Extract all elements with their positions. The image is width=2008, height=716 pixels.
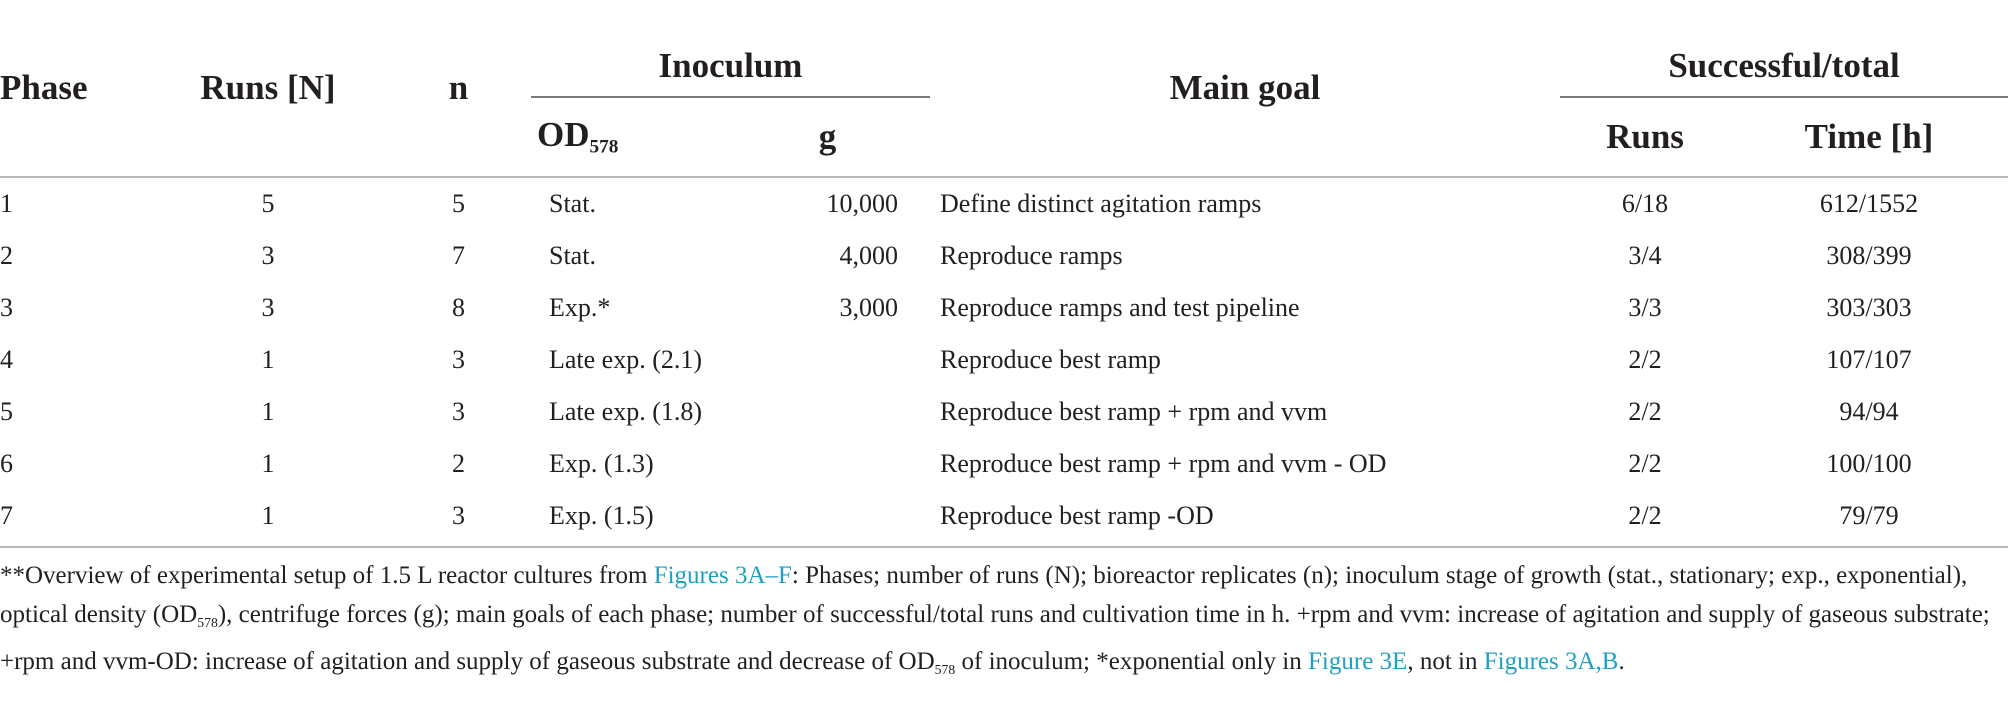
cell-g xyxy=(725,334,930,386)
cell-phase: 6 xyxy=(0,449,13,478)
cell-goal: Reproduce ramps and test pipeline xyxy=(940,293,1300,322)
cell-runs: 2/2 xyxy=(1628,397,1662,426)
header-n: n xyxy=(448,68,469,107)
cell-runs: 2/2 xyxy=(1628,501,1662,530)
cell-runs-n: 3 xyxy=(261,293,275,322)
header-od578 xyxy=(531,97,725,176)
cell-od: Stat. xyxy=(549,189,596,218)
cell-od: Late exp. (2.1) xyxy=(549,345,703,374)
footnote-text-3: ), centrifuge forces (g); main goals of each phase; number of successful/total runs and cultivation time in h. +rpm and vvm: increase of agitation and supply of gaseous substrate; +rpm and vvm-OD: increase of agitation and supply of gaseous substrate and decrease of OD xyxy=(0,601,1990,675)
table-row xyxy=(0,177,2008,230)
cell-runs: 2/2 xyxy=(1628,449,1662,478)
cell-g: 3,000 xyxy=(839,293,898,322)
footnote-text-1: **Overview of experimental setup of 1.5 L reactor cultures from xyxy=(0,562,654,589)
cell-goal: Reproduce best ramp xyxy=(940,345,1161,374)
header-g: g xyxy=(818,117,837,156)
cell-time: 94/94 xyxy=(1839,397,1899,426)
cell-g xyxy=(725,438,930,490)
footnote-sub-1: 578 xyxy=(197,614,218,630)
table-row xyxy=(0,334,2008,386)
header-main-goal: Main goal xyxy=(1169,68,1321,107)
header-runs: Runs xyxy=(1606,117,1684,156)
footnote-text-6: . xyxy=(1618,647,1625,675)
cell-goal: Define distinct agitation ramps xyxy=(940,189,1262,218)
cell-phase: 4 xyxy=(0,345,13,374)
cell-od: Exp. (1.3) xyxy=(549,449,654,478)
table-footnote xyxy=(0,556,2000,689)
figure-link-3ab[interactable]: Figures 3A,B xyxy=(1483,647,1619,675)
cell-runs: 3/4 xyxy=(1628,241,1662,270)
cell-runs: 6/18 xyxy=(1621,189,1669,218)
cell-phase: 7 xyxy=(0,501,13,530)
header-time: Time [h] xyxy=(1804,117,1934,156)
footnote-text-2: : Phases; number of runs (N); bioreactor replicates (n); inoculum stage of growth (stat., stationary; exp., exponential), optical density (OD xyxy=(0,562,1968,628)
cell-time: 612/1552 xyxy=(1819,189,1919,218)
table-bottom-rule xyxy=(0,546,2008,548)
cell-goal: Reproduce best ramp -OD xyxy=(940,501,1214,530)
cell-time: 107/107 xyxy=(1826,345,1912,374)
header-successful-total: Successful/total xyxy=(1560,0,2008,97)
cell-phase: 2 xyxy=(0,241,13,270)
cell-goal: Reproduce ramps xyxy=(940,241,1123,270)
cell-runs-n: 1 xyxy=(261,345,275,374)
cell-g: 4,000 xyxy=(839,241,898,270)
cell-phase: 5 xyxy=(0,397,13,426)
cell-n: 3 xyxy=(452,397,465,426)
table-row xyxy=(0,282,2008,334)
header-od-base: OD xyxy=(537,115,590,155)
header-od-sub: 578 xyxy=(589,136,619,158)
cell-n: 3 xyxy=(452,345,465,374)
cell-runs-n: 1 xyxy=(261,449,275,478)
cell-n: 2 xyxy=(452,449,465,478)
cell-phase: 3 xyxy=(0,293,13,322)
cell-n: 7 xyxy=(452,241,465,270)
cell-time: 100/100 xyxy=(1826,449,1912,478)
cell-g xyxy=(725,490,930,542)
footnote-sub-2: 578 xyxy=(934,661,956,677)
cell-goal: Reproduce best ramp + rpm and vvm xyxy=(940,397,1328,426)
cell-runs-n: 1 xyxy=(261,397,275,426)
header-inoculum: Inoculum xyxy=(531,0,930,97)
cell-od: Exp. (1.5) xyxy=(549,501,654,530)
figure-link-3e[interactable]: Figure 3E xyxy=(1308,647,1408,675)
cell-time: 79/79 xyxy=(1839,501,1899,530)
cell-runs-n: 5 xyxy=(261,189,275,218)
cell-time: 303/303 xyxy=(1826,293,1912,322)
cell-g: 10,000 xyxy=(826,189,898,218)
cell-od: Exp.* xyxy=(549,293,611,322)
cell-runs-n: 3 xyxy=(261,241,275,270)
cell-od: Stat. xyxy=(549,241,596,270)
header-phase: Phase xyxy=(0,68,88,107)
cell-runs-n: 1 xyxy=(261,501,275,530)
cell-n: 8 xyxy=(452,293,465,322)
cell-goal: Reproduce best ramp + rpm and vvm - OD xyxy=(940,449,1387,478)
cell-time: 308/399 xyxy=(1826,241,1912,270)
cell-runs: 3/3 xyxy=(1628,293,1662,322)
cell-n: 5 xyxy=(452,189,465,218)
footnote-text-4: of inoculum; *exponential only in xyxy=(955,647,1309,675)
table-row xyxy=(0,386,2008,438)
cell-runs: 2/2 xyxy=(1628,345,1662,374)
table-row xyxy=(0,438,2008,490)
table-row xyxy=(0,490,2008,542)
figure-link-3a-f[interactable]: Figures 3A–F xyxy=(653,562,792,589)
header-runs-n: Runs [N] xyxy=(200,68,336,107)
cell-phase: 1 xyxy=(0,189,13,218)
cell-od: Late exp. (1.8) xyxy=(549,397,703,426)
footnote-text-5: , not in xyxy=(1407,647,1484,675)
cell-n: 3 xyxy=(452,501,465,530)
table-row xyxy=(0,230,2008,282)
cell-g xyxy=(725,386,930,438)
